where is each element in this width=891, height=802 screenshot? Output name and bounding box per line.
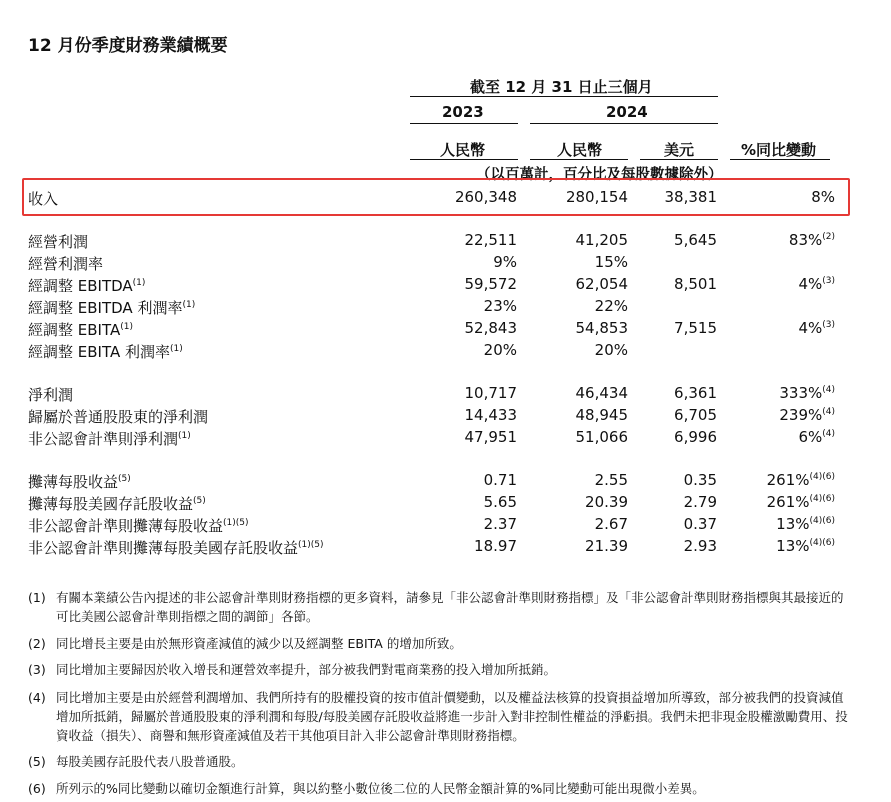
table-row <box>0 297 891 319</box>
value-rmb-2024: 280,154 <box>565 188 628 206</box>
value-rmb-2024: 62,054 <box>575 275 628 293</box>
col-rmb-2024-header: 人民幣 <box>557 141 603 159</box>
units-note: （以百萬計，百分比及每股數據除外） <box>476 167 723 183</box>
row-label: 非公認會計準則攤薄每股美國存託股收益$^{(1)(5)}$ <box>28 539 324 557</box>
row-label: 淨利潤 <box>28 386 74 404</box>
value-usd: 2.79 <box>683 493 717 511</box>
value-rmb-2024: 20.39 <box>585 493 628 511</box>
table-row <box>0 537 891 559</box>
period-header: 截至 12 月 31 日止三個月 <box>470 78 653 96</box>
table-row <box>0 341 891 363</box>
value-rmb-2023: 5.65 <box>483 493 517 511</box>
row-label: 經調整 EBITA$^{(1)}$ <box>28 321 133 339</box>
table-row <box>0 253 891 275</box>
footnote-number: (1) <box>28 590 46 605</box>
value-rmb-2024: 21.39 <box>585 537 628 555</box>
value-usd: 7,515 <box>674 319 717 337</box>
value-rmb-2024: 20% <box>594 341 628 359</box>
table-row <box>0 493 891 515</box>
row-label: 非公認會計準則淨利潤$^{(1)}$ <box>28 430 191 448</box>
value-rmb-2023: 260,348 <box>454 188 517 206</box>
value-yoy: 4%$^{(3)}$ <box>798 319 835 337</box>
value-rmb-2023: 22,511 <box>464 231 517 249</box>
table-row <box>0 406 891 428</box>
table-row <box>0 319 891 341</box>
value-usd: 8,501 <box>674 275 717 293</box>
value-rmb-2023: 10,717 <box>464 384 517 402</box>
value-usd: 0.37 <box>683 515 717 533</box>
value-rmb-2023: 47,951 <box>464 428 517 446</box>
value-usd: 6,996 <box>674 428 717 446</box>
value-usd: 6,705 <box>674 406 717 424</box>
footnote-number: (5) <box>28 754 46 769</box>
value-yoy: 261%$^{(4)(6)}$ <box>766 471 835 489</box>
table-row <box>0 471 891 493</box>
footnote-number: (4) <box>28 690 46 705</box>
value-rmb-2023: 18.97 <box>474 537 517 555</box>
value-usd: 38,381 <box>664 188 717 206</box>
table-row <box>0 384 891 406</box>
value-yoy: 239%$^{(4)}$ <box>779 406 835 424</box>
footnote-text: 同比增長主要是由於無形資產減值的減少以及經調整 EBITA 的增加所致。 <box>56 636 462 651</box>
value-yoy: 83%$^{(2)}$ <box>788 231 835 249</box>
footnote-text: 每股美國存託股代表八股普通股。 <box>56 754 244 769</box>
row-label: 歸屬於普通股股東的淨利潤 <box>28 408 209 426</box>
value-yoy: 333%$^{(4)}$ <box>779 384 835 402</box>
value-usd: 6,361 <box>674 384 717 402</box>
row-label: 經營利潤 <box>28 233 89 251</box>
value-yoy: 4%$^{(3)}$ <box>798 275 835 293</box>
value-usd: 5,645 <box>674 231 717 249</box>
row-label: 收入 <box>28 190 59 208</box>
row-label: 經調整 EBITA 利潤率$^{(1)}$ <box>28 343 183 361</box>
footnote-number: (2) <box>28 636 46 651</box>
year-2023-header: 2023 <box>442 103 484 121</box>
col-yoy-underline <box>730 159 830 160</box>
value-rmb-2024: 48,945 <box>575 406 628 424</box>
year-2024-header: 2024 <box>606 103 648 121</box>
value-rmb-2024: 2.55 <box>594 471 628 489</box>
row-label: 攤薄每股收益$^{(5)}$ <box>28 473 131 491</box>
year-2023-underline <box>410 123 518 124</box>
value-rmb-2023: 2.37 <box>483 515 517 533</box>
value-usd: 2.93 <box>683 537 717 555</box>
table-row <box>0 188 891 210</box>
value-rmb-2024: 51,066 <box>575 428 628 446</box>
footnote-text: 所列示的%同比變動以確切金額進行計算，與以約整小數位後二位的人民幣金額計算的%同比變動可能出現微小差異。 <box>56 781 705 796</box>
row-label: 非公認會計準則攤薄每股收益$^{(1)(5)}$ <box>28 517 249 535</box>
col-yoy-header: %同比變動 <box>741 141 817 159</box>
value-rmb-2023: 20% <box>483 341 517 359</box>
footnote-text: 同比增加主要歸因於收入增長和運營效率提升，部分被我們對電商業務的投入增加所抵銷。 <box>56 662 557 677</box>
value-rmb-2023: 0.71 <box>483 471 517 489</box>
value-rmb-2024: 22% <box>594 297 628 315</box>
col-usd-underline <box>640 159 718 160</box>
footnote-number: (6) <box>28 781 46 796</box>
col-usd-header: 美元 <box>664 141 695 159</box>
value-usd: 0.35 <box>683 471 717 489</box>
footnote-text: 同比增加主要是由於經營利潤增加、我們所持有的股權投資的按市值計價變動，以及權益法核算的投資損益增加所導致，部分被我們的投資減值增加所抵銷，歸屬於普通股股東的淨利潤和每股/每股美國存託股收益將進一步計入對非控制性權益的淨虧損。我們未把非現金股權激勵費用、投資收益（損失）、商譽和無形資產減值及若干其他項目計入非公認會計準則財務指標。 <box>56 690 848 743</box>
col-rmb-2023-underline <box>410 159 518 160</box>
page-title: 12 月份季度財務業績概要 <box>28 36 228 56</box>
value-yoy: 261%$^{(4)(6)}$ <box>766 493 835 511</box>
col-rmb-2023-header: 人民幣 <box>440 141 486 159</box>
value-rmb-2024: 15% <box>594 253 628 271</box>
value-yoy: 13%$^{(4)(6)}$ <box>776 537 835 555</box>
value-yoy: 6%$^{(4)}$ <box>798 428 835 446</box>
row-label: 攤薄每股美國存託股收益$^{(5)}$ <box>28 495 206 513</box>
value-rmb-2024: 41,205 <box>575 231 628 249</box>
footnote-text: 有關本業績公告內提述的非公認會計準則財務指標的更多資料，請參見「非公認會計準則財務指標」及「非公認會計準則財務指標與其最接近的可比美國公認會計準則指標之間的調節」各節。 <box>56 590 844 624</box>
table-row <box>0 275 891 297</box>
value-rmb-2023: 14,433 <box>464 406 517 424</box>
value-yoy: 13%$^{(4)(6)}$ <box>776 515 835 533</box>
value-rmb-2023: 59,572 <box>464 275 517 293</box>
value-rmb-2023: 23% <box>483 297 517 315</box>
row-label: 經調整 EBITDA 利潤率$^{(1)}$ <box>28 299 196 317</box>
value-rmb-2024: 2.67 <box>594 515 628 533</box>
value-rmb-2023: 9% <box>493 253 517 271</box>
row-label: 經營利潤率 <box>28 255 104 273</box>
year-2024-underline <box>530 123 718 124</box>
period-underline <box>410 96 718 97</box>
value-yoy: 8% <box>811 188 835 206</box>
col-rmb-2024-underline <box>530 159 628 160</box>
value-rmb-2024: 46,434 <box>575 384 628 402</box>
footnote-number: (3) <box>28 662 46 677</box>
row-label: 經調整 EBITDA$^{(1)}$ <box>28 277 146 295</box>
table-row <box>0 428 891 450</box>
table-row <box>0 231 891 253</box>
value-rmb-2023: 52,843 <box>464 319 517 337</box>
table-row <box>0 515 891 537</box>
value-rmb-2024: 54,853 <box>575 319 628 337</box>
